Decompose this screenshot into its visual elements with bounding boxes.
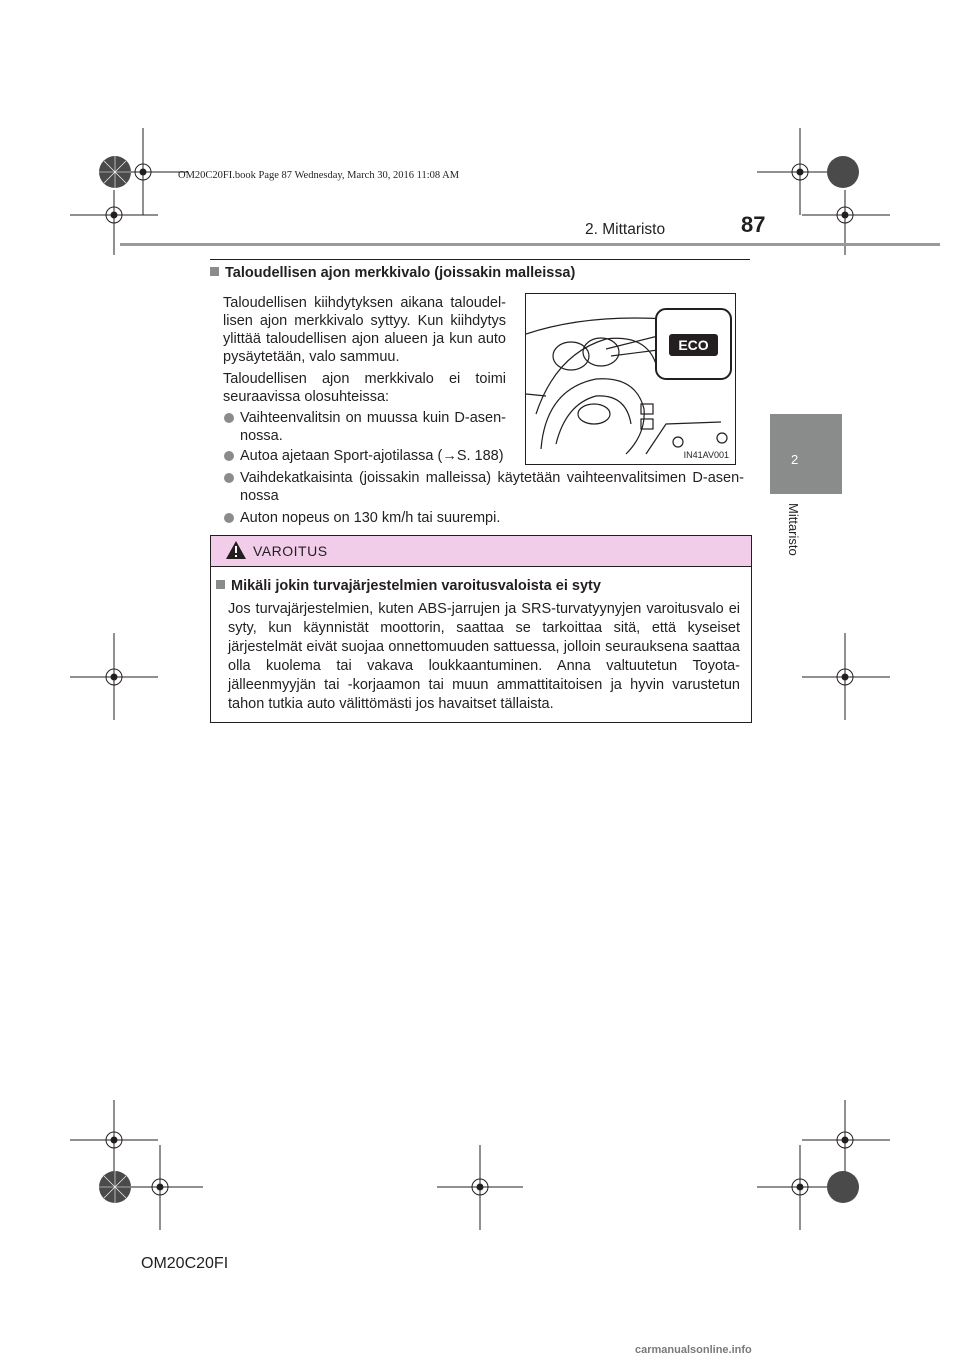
warning-triangle-icon [225, 540, 247, 560]
warning-title: VAROITUS [253, 543, 328, 559]
chapter-title: 2. Mittaristo [585, 221, 666, 238]
watermark: carmanualsonline.info [635, 1344, 752, 1356]
figure-code: IN41AV001 [683, 450, 729, 460]
square-bullet-icon [210, 267, 219, 276]
bullet-item: Auton nopeus on 130 km/h tai suurempi. [224, 509, 744, 527]
chapter-tab-number: 2 [791, 452, 799, 467]
section-heading [210, 265, 575, 281]
warning-body: Jos turvajärjestelmien, kuten ABS-jarrujen ja SRS-turvatyynyjen varoitusvalo ei syty, kun käynnistät moottorin, saattaa se tarkoittaa sitä, että kyseiset järjestelmät eivät suojaa onnettomuuden sattuessa, jolloin seurauksena saattaa olla kuolema tai vakava loukkaantuminen. Anna valtuutetun Toyota-jälleenmyyjän tai -korjaamon tai muun ammattitaitoisen ja hyvin varustetun tahon tutkia auto välittömästi jos havaitset tällaista. [228, 601, 740, 712]
chapter-tab [770, 414, 842, 494]
header-rule [120, 243, 940, 246]
dashboard-illustration [525, 293, 736, 465]
bullet-dot-icon [224, 473, 234, 483]
page-number: 87 [741, 212, 766, 237]
bullet-dot-icon [224, 413, 234, 423]
section-rule [210, 259, 750, 260]
eco-indicator-label: ECO [678, 337, 709, 353]
warning-header [211, 536, 751, 567]
warning-box [210, 535, 752, 723]
section-heading-text: Taloudellisen ajon merkkivalo (joissakin malleissa) [225, 265, 576, 281]
bullet-item: Vaihdekatkaisinta (joissakin malleissa) käytetään vaihteenvalitsimen D-asen-nossa [224, 469, 744, 505]
paragraph-1: Taloudellisen kiihdytyksen aikana taloudel-lisen ajon merkkivalo syttyy. Kun kiihdytys ylittää taloudellisen ajon alueen ja kun auto pysäytetään, valo sammuu. [223, 295, 506, 365]
square-bullet-icon [216, 580, 225, 589]
chapter-tab-label: Mittaristo [786, 503, 801, 556]
paragraph-2: Taloudellisen ajon merkkivalo ei toimi seuraavissa olosuhteissa: [223, 371, 506, 405]
print-info: OM20C20FI.book Page 87 Wednesday, March 30, 2016 11:08 AM [178, 170, 460, 181]
bullet-dot-icon [224, 513, 234, 523]
warning-heading: Mikäli jokin turvajärjestelmien varoitusvaloista ei syty [216, 578, 601, 594]
bullet-item: Autoa ajetaan Sport-ajotilassa (→S. 188) [224, 447, 524, 465]
footer-code: OM20C20FI [141, 1255, 229, 1272]
bullet-item: Vaihteenvalitsin on muussa kuin D-asen-nossa. [224, 409, 506, 445]
bullet-dot-icon [224, 451, 234, 461]
dashboard-drawing [526, 294, 735, 464]
